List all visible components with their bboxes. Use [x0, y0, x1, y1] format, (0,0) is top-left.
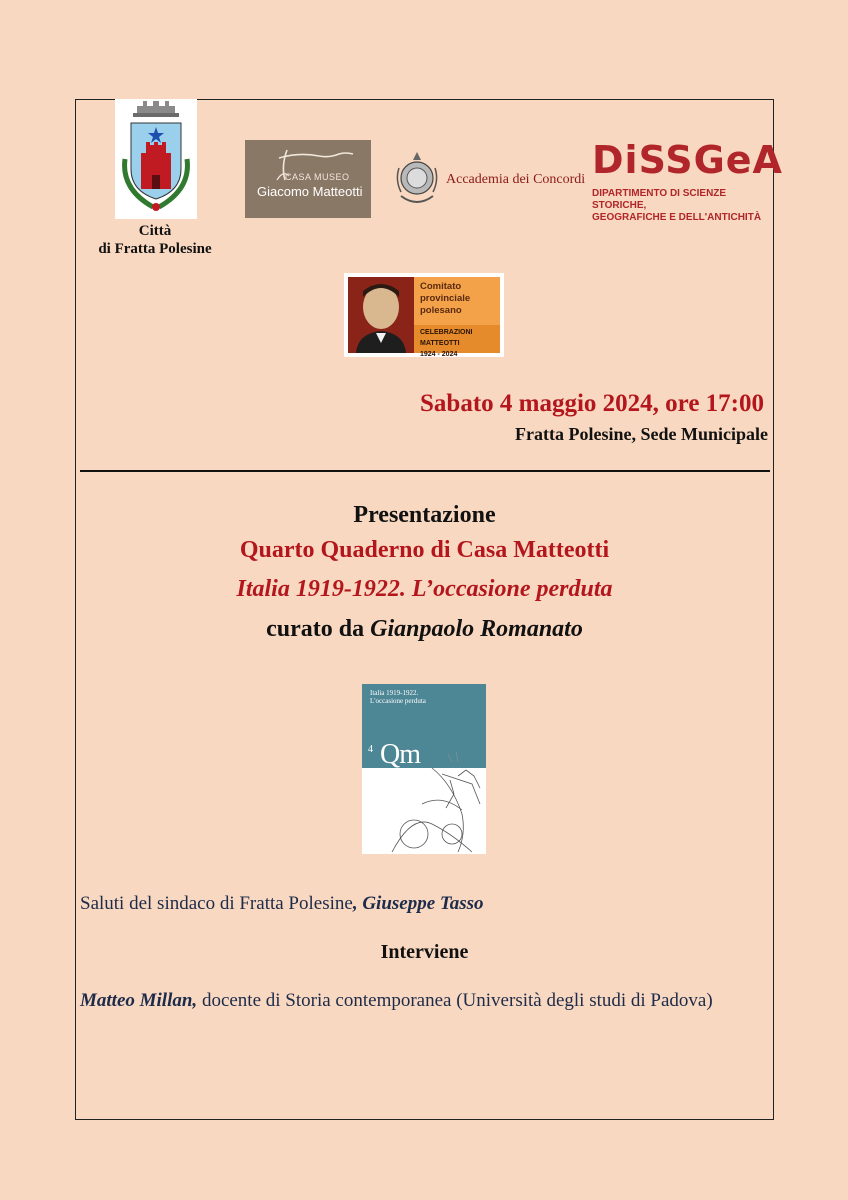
speaker-name: Matteo Millan,: [80, 990, 198, 1011]
casa-museo-small-label: CASA MUSEO: [285, 172, 350, 182]
comitato-line3: polesano: [420, 305, 462, 316]
book-cover-title-line2: L'occasione perduta: [370, 697, 426, 705]
divider: [80, 470, 770, 472]
event-date-time: Sabato 4 maggio 2024, ore 17:00: [420, 390, 764, 417]
dissgea-subtitle: [592, 188, 762, 224]
book-cover-illustration: [362, 684, 486, 854]
comitato-line2: provinciale: [420, 293, 471, 304]
city-caption-line1: Città: [138, 223, 172, 239]
event-place: Fratta Polesine, Sede Municipale: [515, 424, 768, 444]
mayor-name: , Giuseppe Tasso: [352, 893, 484, 914]
book-cover-number: 4: [368, 744, 373, 755]
casa-museo-name: Giacomo Matteotti: [257, 184, 363, 199]
dissgea-logo-title: DiSSGeA: [592, 138, 783, 182]
book-series: Quarto Quaderno di Casa Matteotti: [239, 537, 610, 563]
celebrazioni-line2: 1924 - 2024: [420, 351, 458, 358]
city-coat-of-arms-logo: [115, 99, 197, 219]
interviene-heading: Interviene: [380, 941, 469, 963]
book-cover-image: [362, 684, 486, 854]
comitato-logo: [344, 273, 504, 357]
presentation-heading: Presentazione: [353, 502, 496, 528]
dissgea-subtitle-line1: DIPARTIMENTO DI SCIENZE STORICHE,: [592, 188, 727, 211]
celebrazioni-line1: CELEBRAZIONI MATTEOTTI: [420, 329, 473, 347]
speaker-role: docente di Storia contemporanea (Università degli studi di Padova): [197, 990, 713, 1011]
book-title: Italia 1919-1922. L’occasione perduta: [236, 576, 613, 602]
speaker-line: [80, 988, 769, 1014]
book-cover-title-line1: Italia 1919-1922.: [370, 689, 419, 697]
casa-museo-logo: [245, 140, 371, 218]
curator-name: Gianpaolo Romanato: [370, 616, 583, 642]
saluti-line: [80, 893, 484, 915]
city-caption-line2: di Fratta Polesine: [98, 241, 212, 257]
comitato-line1: Comitato: [420, 281, 462, 292]
saluti-prefix: Saluti del sindaco di Fratta Polesine: [80, 893, 353, 914]
celebrazioni-text: [420, 327, 504, 360]
matteotti-portrait: [348, 277, 414, 353]
book-cover-series-mark: Qm: [380, 739, 420, 770]
accademia-name: Accademia dei Concordi: [446, 172, 586, 187]
accademia-emblem-icon: [393, 148, 441, 212]
dissgea-subtitle-line2: GEOGRAFICHE E DELL'ANTICHITÀ: [592, 212, 762, 223]
curated-by: [75, 616, 774, 643]
curated-prefix: curato da: [266, 616, 365, 642]
comitato-text: [420, 281, 470, 317]
city-caption: [80, 222, 230, 258]
